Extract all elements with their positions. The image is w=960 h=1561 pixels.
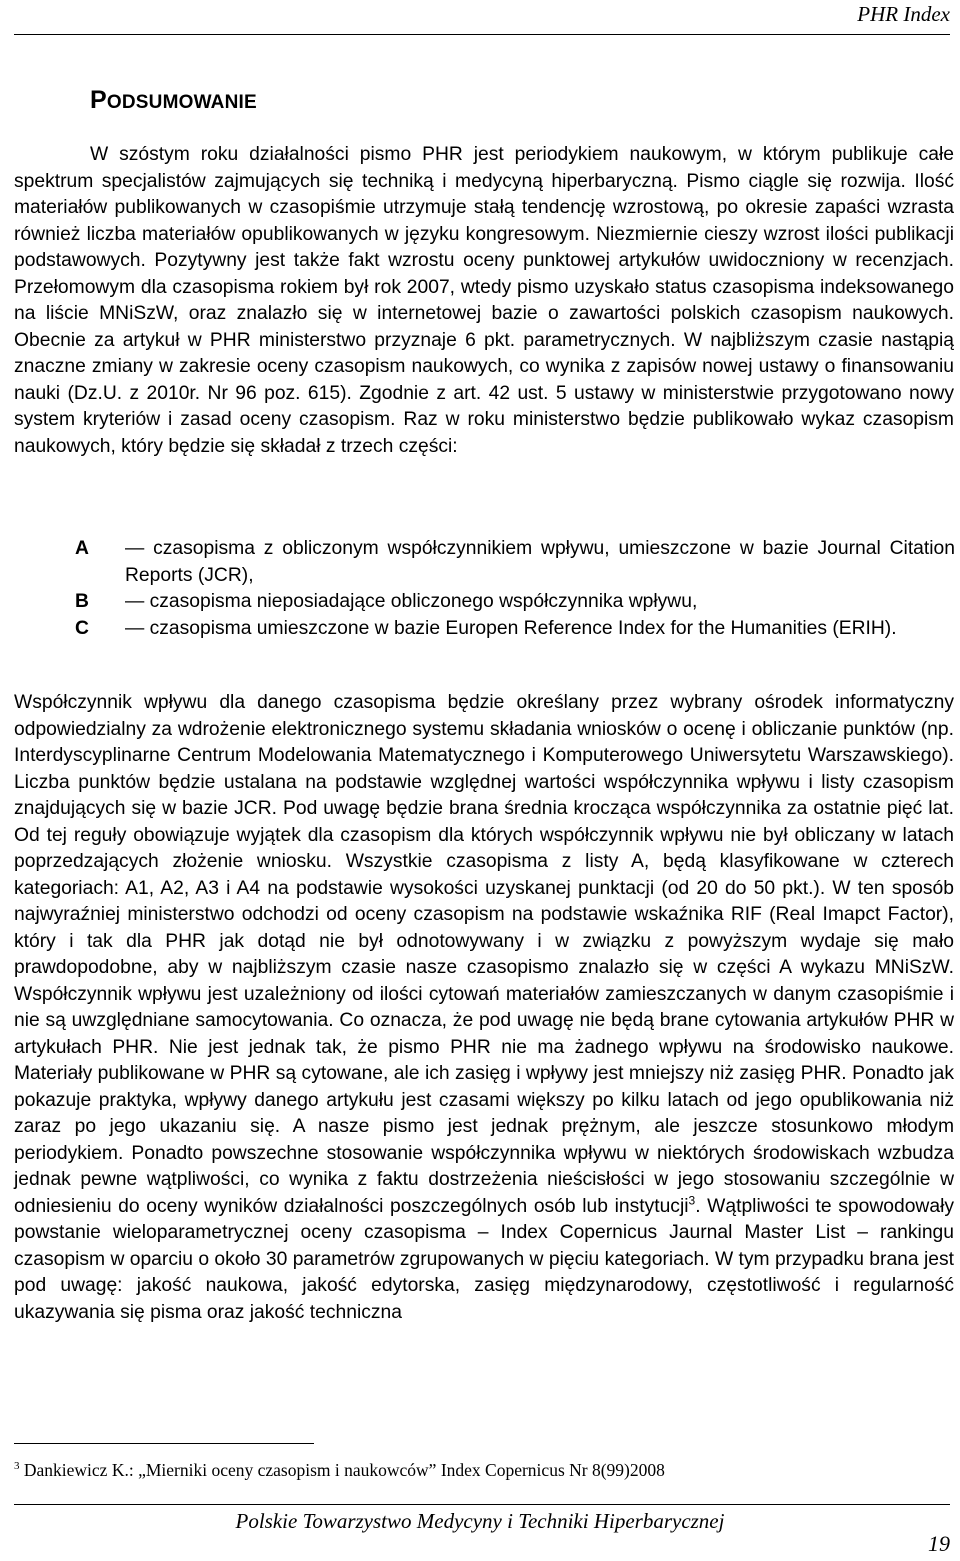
list-item-text: — czasopisma nieposiadające obliczonego współczynnika wpływu, xyxy=(125,591,698,612)
section-heading-initial: P xyxy=(90,86,107,114)
list-item-b xyxy=(75,589,955,616)
page-number: 19 xyxy=(928,1531,950,1556)
running-header-title: PHR Index xyxy=(857,2,950,26)
list-item-text: — czasopisma z obliczonym współczynnikiem wpływu, umieszczone w bazie Journal Citation Reports (JCR), xyxy=(125,538,955,586)
paragraph-impact-text-b: . Wątpliwości te spowodowały powstanie wieloparametrycznej oceny czasopisma – Index Copernicus Jaurnal Master List – rankingu czasopism w oparciu o około 30 parametrów zgrupowanych w pięciu kategoriach. W tym przypadku brana jest pod uwagę: jakość naukowa, jakość edytorska, zasięg międzynarodowy, częstotliwość i regularność ukazywania się pisma oraz jakość techniczna xyxy=(14,1195,954,1323)
header-rule xyxy=(14,34,950,35)
list-item-letter: C xyxy=(75,617,89,639)
footer-rule xyxy=(14,1504,950,1505)
paragraph-summary xyxy=(14,142,954,460)
list-item-text: — czasopisma umieszczone w bazie Europen Reference Index for the Humanities (ERIH). xyxy=(125,617,897,639)
journal-category-list xyxy=(75,536,955,642)
footnote-reference-link[interactable]: 3 xyxy=(688,1193,696,1208)
footnote-number: 3 xyxy=(14,1460,20,1473)
list-item-c xyxy=(75,616,955,643)
paragraph-impact-text-a: Współczynnik wpływu dla danego czasopisma będzie określany przez wybrany ośrodek informatyczny odpowiedzialny za wdrożenie elektronicznego systemu składania wniosków o ocenę i obliczanie punktów (np. Interdyscyplinarne Centrum Modelowania Matematycznego i Komputerowego Uniwersytetu Warszawskiego). Liczba punktów będzie ustalana na podstawie względnej wartości współczynnika wpływu i listy czasopism znajdujących się w bazie JCR. Pod uwagę będzie brana średnia krocząca współczynnika za ostatnie pięć lat. Od tej reguły obowiązuje wyjątek dla czasopism dla których współczynnik wpływu nie był obliczany w latach poprzedzających złożenie wniosku. Wszystkie czasopisma z listy A, będą klasyfikowane w czterech kategoriach: A1, A2, A3 i A4 na podstawie wysokości uzyskanej punktacji (od 20 do 50 pkt.). W ten sposób najwyraźniej ministerstwo odchodzi od oceny czasopism na podstawie wskaźnika RIF (Real Imapct Factor), który i tak dla PHR jak dotąd nie był odnotowywany i w związku z powyższym wydaje się mało prawdopodobne, aby w najbliższym czasie nasze czasopismo znalazło się w części A wykazu MNiSzW. Współczynnik wpływu jest uzależniony od ilości cytowań materiałów zamieszczanych w danym czasopiśmie i nie są uwzględniane samocytowania. Co oznacza, że pod uwagę nie będą brane cytowania artykułów PHR w artykułach PHR. Nie jest jednak tak, że pismo PHR nie ma żadnego wpływu na środowisko naukowe. Materiały publikowane w PHR są cytowane, ale ich zasięg i wpływy jest mniejszy niż zasięg PHR. Ponadto jak pokazuje praktyka, wpływy danego artykułu jest czasami większy po kilku latach od jego opublikowania niż zaraz po jego ukazaniu się. A nasze pismo jest jednak prężnym, ale jeszcze stosunkowo młodym periodykiem. Ponadto powszechne stosowanie współczynnika wpływu w niektórych środowiskach wzbudza jednak pewne wątpliwości, co wynika z faktu dostrzeżenia nieścisłości w jego stosowaniu szczególnie w odniesieniu do oceny wyników działalności poszczególnych osób lub instytucji xyxy=(14,692,954,1217)
list-item-letter: B xyxy=(75,591,89,612)
section-heading-rest: ODSUMOWANIE xyxy=(106,92,257,113)
footnote xyxy=(14,1460,665,1481)
footnote-text: Dankiewicz K.: „Mierniki oceny czasopism i naukowców” Index Copernicus Nr 8(99)2008 xyxy=(19,1460,665,1480)
list-item-letter: A xyxy=(75,538,89,559)
section-heading xyxy=(90,86,257,115)
list-item-a xyxy=(75,536,955,589)
footnote-rule xyxy=(14,1443,314,1444)
footer-journal-name: Polskie Towarzystwo Medycyny i Techniki Hiperbarycznej xyxy=(235,1509,725,1533)
paragraph-summary-text: W szóstym roku działalności pismo PHR jest periodykiem naukowym, w którym publikuje całe spektrum specjalistów zajmujących się techniką i medycyną hiperbaryczną. Pismo ciągle się rozwija. Ilość materiałów publikowanych w czasopiśmie utrzymuje stałą tendencję wzrostową, po okresie zapaści wzrasta również liczba materiałów opublikowanych w języku kongresowym. Niezmiernie cieszy wzrost ilości publikacji podstawowych. Pozytywny jest także fakt wzrostu oceny punktowej artykułów uwidoczniony w recenzjach. Przełomowym dla czasopisma rokiem był rok 2007, wtedy pismo uzyskało status czasopisma indeksowanego na liście MNiSzW, oraz znalazło się w internetowej bazie o zawartości polskich czasopism naukowych. Obecnie za artykuł w PHR ministerstwo przyznaje 6 pkt. parametrycznych. W najbliższym czasie nastąpią znaczne zmiany w zakresie oceny czasopism naukowych, co wynika z zapisów nowej ustawy o finansowaniu nauki (Dz.U. z 2010r. Nr 96 poz. 615). Zgodnie z art. 42 ust. 5 ustawy w ministerstwie przygotowano nowy system kryteriów i zasad oceny czasopism. Raz w roku ministerstwo będzie publikowało wykaz czasopism naukowych, który będzie się składał z trzech części: xyxy=(14,144,954,457)
paragraph-impact-factor xyxy=(14,690,954,1326)
